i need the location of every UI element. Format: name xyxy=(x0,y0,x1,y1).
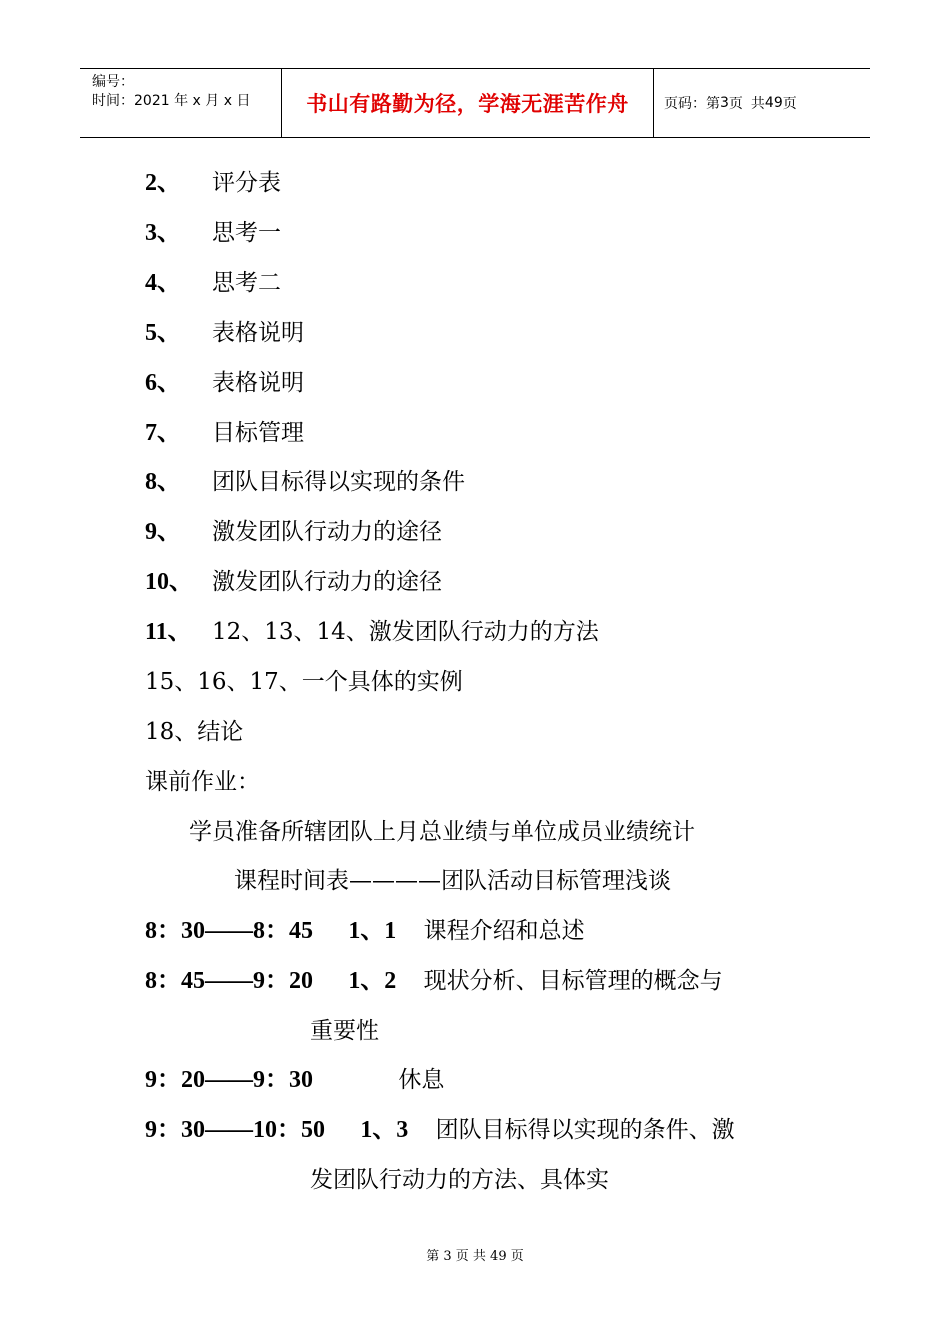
schedule-time: 9：20——9：30 xyxy=(145,1067,313,1093)
schedule-text: 休息 xyxy=(398,1067,445,1093)
header-motto: 书山有路勤为径，学海无涯苦作舟 xyxy=(282,69,654,137)
schedule-title: 课程时间表————团队活动目标管理浅谈 xyxy=(234,868,671,894)
page-mid: 页 xyxy=(728,96,743,112)
schedule-code: 1、3 xyxy=(360,1117,409,1143)
list-item: 8、 团队目标得以实现的条件 xyxy=(145,469,465,495)
list-item: 2、 评分表 xyxy=(145,170,281,196)
list-item: 4、 思考二 xyxy=(145,270,281,296)
page-number: 3 xyxy=(720,95,729,111)
schedule-continuation: 重要性 xyxy=(310,1018,379,1044)
schedule-row xyxy=(145,916,585,946)
schedule-time: 9：30——10：50 xyxy=(145,1117,325,1143)
list-item: 7、 目标管理 xyxy=(145,420,304,446)
homework-title: 课前作业： xyxy=(145,769,260,795)
schedule-row xyxy=(145,1115,735,1145)
homework-text: 学员准备所辖团队上月总业绩与单位成员业绩统计 xyxy=(189,819,695,845)
page-prefix: 页码：第 xyxy=(664,96,720,112)
schedule-text: 团队目标得以实现的条件、激 xyxy=(435,1117,735,1143)
list-item: 10、 激发团队行动力的途径 xyxy=(145,569,442,595)
list-item: 3、 思考一 xyxy=(145,220,281,246)
schedule-time: 8：45——9：20 xyxy=(145,968,313,994)
total-prefix: 共 xyxy=(750,96,765,112)
total-number: 49 xyxy=(764,95,783,111)
list-item: 6、 表格说明 xyxy=(145,370,304,396)
schedule-text: 现状分析、目标管理的概念与 xyxy=(423,968,723,994)
code-label: 编号： xyxy=(92,74,134,90)
list-item: 5、 表格说明 xyxy=(145,320,304,346)
line-15: 15、16、17、一个具体的实例 xyxy=(145,669,463,695)
page-footer: 第 3 页 共 49 页 xyxy=(426,1249,524,1264)
schedule-code: 1、2 xyxy=(348,968,397,994)
header-left-cell xyxy=(80,69,282,137)
header-page-info xyxy=(654,69,870,137)
list-item: 11、 12、13、14、激发团队行动力的方法 xyxy=(145,619,599,645)
schedule-row xyxy=(145,1065,444,1095)
list-item: 9、 激发团队行动力的途径 xyxy=(145,519,442,545)
line-18: 18、结论 xyxy=(145,719,244,745)
schedule-time: 8：30——8：45 xyxy=(145,918,313,944)
schedule-text: 课程介绍和总述 xyxy=(423,918,585,944)
schedule-continuation: 发团队行动力的方法、具体实 xyxy=(310,1167,609,1193)
page-header xyxy=(80,68,870,138)
time-label: 时间：2021 年 x 月 x 日 xyxy=(92,93,251,109)
schedule-row xyxy=(145,966,723,996)
schedule-code: 1、1 xyxy=(348,918,397,944)
total-suffix: 页 xyxy=(782,96,797,112)
